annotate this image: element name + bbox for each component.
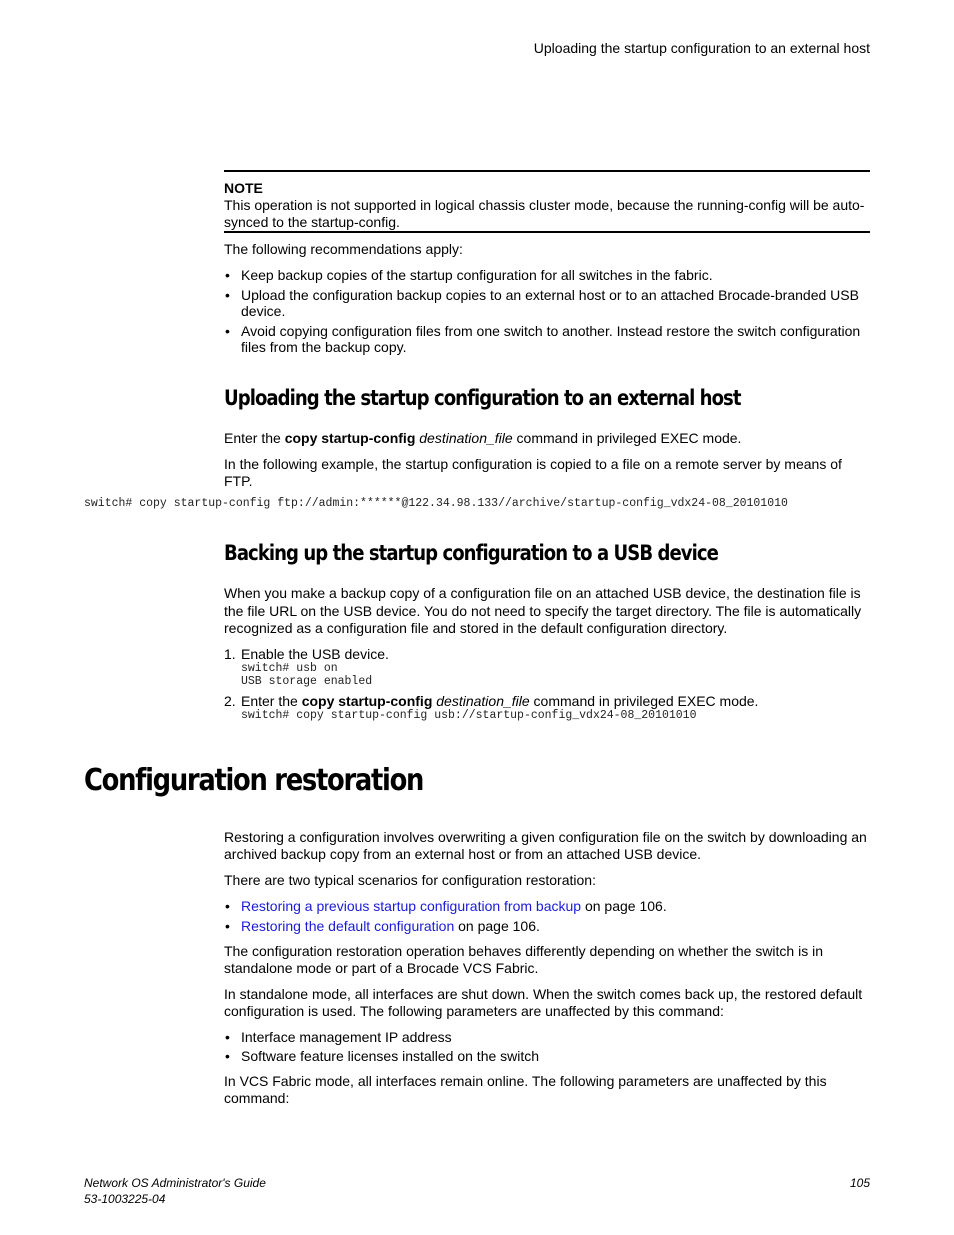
note-label: NOTE	[224, 180, 263, 196]
running-header: Uploading the startup configuration to an external host	[533, 40, 870, 56]
list-item: • Software feature licenses installed on the switch	[224, 1048, 870, 1064]
restoration-paragraph: Restoring a configuration involves overwriting a given configuration file on the switch by downloading an archived backup copy from an external host or from an attached USB device.	[224, 829, 867, 862]
list-item: • Interface management IP address	[224, 1029, 870, 1045]
code-example-usb-copy: switch# copy startup-config usb://startup-config_vdx24-08_20101010	[241, 709, 697, 722]
command-argument: destination_file	[436, 693, 530, 709]
step-item: 1. Enable the USB device. switch# usb on USB storage enabled	[224, 646, 870, 688]
upload-paragraph-1: Enter the copy startup-config destination_file command in privileged EXEC mode.	[224, 430, 742, 446]
usb-steps	[224, 646, 870, 722]
restoration-paragraph: In VCS Fabric mode, all interfaces remain online. The following parameters are unaffected by this command:	[224, 1073, 827, 1106]
section-heading-restoration: Configuration restoration	[84, 763, 424, 798]
footer-page-number: 105	[849, 1176, 870, 1190]
footer-guide-title: Network OS Administrator's Guide	[84, 1176, 266, 1190]
restoration-paragraph: In standalone mode, all interfaces are shut down. When the switch comes back up, the restored default configuration is used. The following parameters are unaffected by this command:	[224, 986, 863, 1019]
restoration-links	[224, 898, 870, 934]
note-text: This operation is not supported in logical chassis cluster mode, because the running-config will be auto-synced to the startup-config.	[224, 197, 865, 230]
recommendations	[224, 241, 870, 355]
note-box	[224, 180, 870, 231]
command-argument: destination_file	[419, 430, 513, 446]
section-heading-upload: Uploading the startup configuration to an external host	[224, 386, 741, 410]
recommendations-intro: The following recommendations apply:	[224, 241, 463, 257]
note-bottom-rule	[224, 231, 870, 233]
list-item: • Restoring a previous startup configuration from backup on page 106.	[224, 898, 870, 914]
link-restore-previous[interactable]: Restoring a previous startup configuration from backup	[241, 898, 582, 914]
section-heading-usb: Backing up the startup configuration to a USB device	[224, 541, 718, 565]
list-item: • Restoring the default configuration on page 106.	[224, 918, 870, 934]
restoration-paragraph: The configuration restoration operation behaves differently depending on whether the switch is in standalone mode or part of a Brocade VCS Fabric.	[224, 943, 824, 976]
step-item: 2. Enter the copy startup-config destination_file command in privileged EXEC mode. switch# copy startup-config usb://startup-config_vdx24-08_20101010	[224, 693, 870, 722]
recommendations-list	[224, 267, 870, 355]
code-example-ftp: switch# copy startup-config ftp://admin:******@122.34.98.133//archive/startup-config_vdx24-08_20101010	[84, 497, 788, 510]
usb-paragraph-1: When you make a backup copy of a configuration file on an attached USB device, the destination file is the file URL on the USB device. You do not need to specify the target directory. The file is automatically recognized as a configuration file and stored in the default configuration directory.	[224, 585, 862, 636]
restoration-body	[224, 829, 870, 1107]
link-restore-default[interactable]: Restoring the default configuration	[241, 918, 455, 934]
note-top-rule	[224, 170, 870, 172]
list-item: • Keep backup copies of the startup configuration for all switches in the fabric.	[224, 267, 870, 283]
standalone-unaffected-list	[224, 1029, 870, 1064]
code-example-usb-on: switch# usb on USB storage enabled	[241, 662, 373, 688]
footer-left	[84, 1175, 266, 1207]
command-name: copy startup-config	[301, 693, 433, 709]
upload-paragraph-2: In the following example, the startup configuration is copied to a file on a remote server by means of FTP.	[224, 456, 842, 489]
step-text: Enter the copy startup-config destination_file command in privileged EXEC mode.	[241, 693, 759, 709]
command-name: copy startup-config	[284, 430, 416, 446]
list-item: • Upload the configuration backup copies to an external host or to an attached Brocade-branded USB device.	[224, 287, 870, 319]
restoration-paragraph: There are two typical scenarios for configuration restoration:	[224, 872, 596, 888]
list-item: • Avoid copying configuration files from one switch to another. Instead restore the switch configuration files from the backup copy.	[224, 323, 870, 355]
footer-doc-number: 53-1003225-04	[84, 1192, 166, 1206]
step-text: Enable the USB device.	[241, 646, 389, 662]
